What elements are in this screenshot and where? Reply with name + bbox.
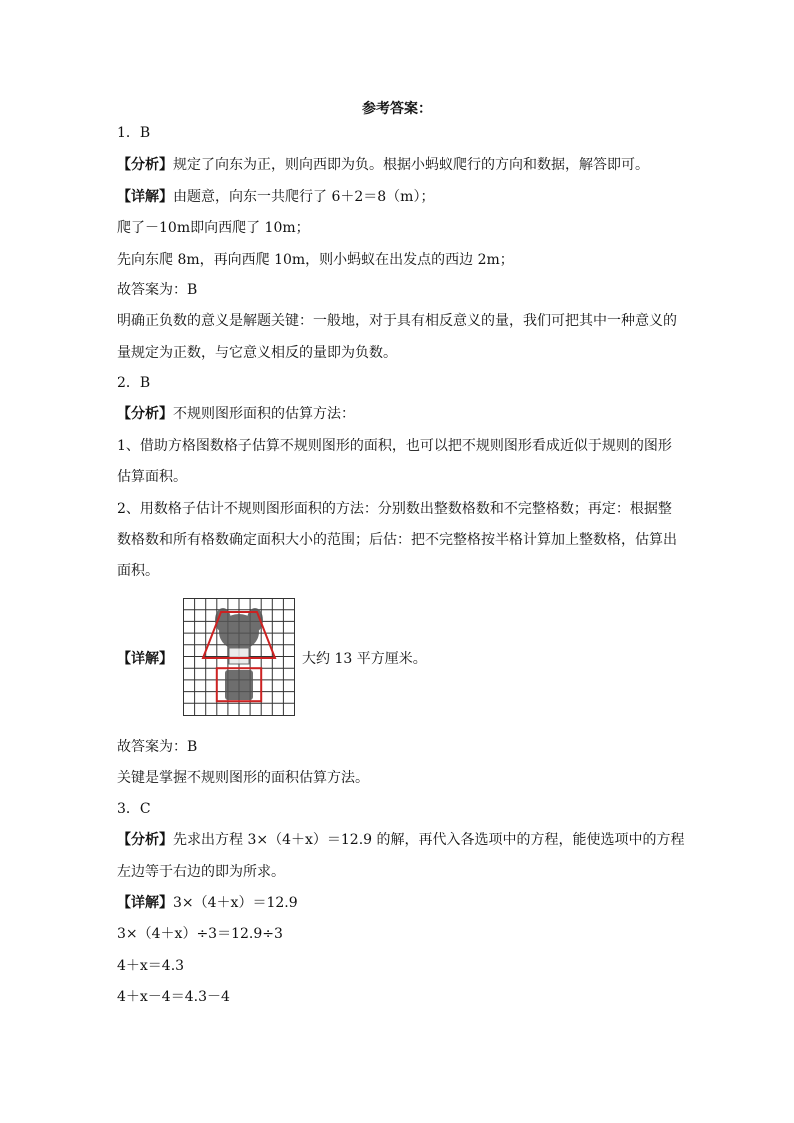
q3-step3: 4＋x－4＝4.3－4 [117,989,230,1005]
q1-detail-text: 由题意，向东一共爬行了 6＋2＝8（m）； [173,189,435,205]
q2-number: 2．B [117,375,151,391]
q1-detail [117,187,434,207]
q2-p2c: 面积。 [117,563,159,579]
q3-detail [117,893,298,913]
q2-answer: 故答案为：B [117,739,198,755]
q1-note2: 量规定为正数，与它意义相反的量即为负数。 [117,345,397,361]
analysis-tag: 【分析】 [117,832,173,848]
q1-number: 1．B [117,125,151,141]
grid-figure [183,598,295,716]
q3-analysis [117,830,685,850]
q3-analysis2: 左边等于右边的即为所求。 [117,864,285,880]
analysis-tag: 【分析】 [117,157,173,173]
q3-analysis-text: 先求出方程 3×（4＋x）＝12.9 的解，再代入各选项中的方程，能使选项中的方程 [173,832,685,848]
q2-detail-text: 大约 13 平方厘米。 [302,651,427,667]
detail-tag: 【详解】 [117,189,173,205]
analysis-tag: 【分析】 [117,406,173,422]
q2-p2b: 数格数和所有格数确定面积大小的范围；后估：把不完整格按半格计算加上整数格，估算出 [117,532,677,548]
q2-detail-tag: 【详解】 [117,651,173,667]
q1-analysis-text: 规定了向东为正，则向西即为负。根据小蚂蚁爬行的方向和数据，解答即可。 [173,157,649,173]
character-figure [215,608,263,700]
q1-line3: 先向东爬 8m，再向西爬 10m，则小蚂蚁在出发点的西边 2m； [117,252,514,268]
q3-step2: 4＋x＝4.3 [117,958,185,974]
q2-note: 关键是掌握不规则图形的面积估算方法。 [117,770,369,786]
q1-line2: 爬了－10m即向西爬了 10m； [117,220,310,236]
q1-answer: 故答案为：B [117,282,198,298]
q2-analysis-text: 不规则图形面积的估算方法： [173,406,355,422]
q2-p2a: 2、用数格子估计不规则图形面积的方法：分别数出整数格数和不完整格数；再定：根据整 [117,501,672,517]
q2-p1a: 1、借助方格图数格子估算不规则图形的面积，也可以把不规则图形看成近似于规则的图形 [117,438,672,454]
page-title: 参考答案： [362,101,432,117]
q1-analysis [117,155,649,175]
q3-detail-text: 3×（4＋x）＝12.9 [173,895,298,911]
q3-number: 3．C [117,801,151,817]
q2-analysis [117,404,355,424]
q1-note1: 明确正负数的意义是解题关键：一般地，对于具有相反意义的量，我们可把其中一种意义的 [117,313,677,329]
q2-p1b: 估算面积。 [117,469,187,485]
detail-tag: 【详解】 [117,895,173,911]
q3-step1: 3×（4＋x）÷3＝12.9÷3 [117,926,283,942]
